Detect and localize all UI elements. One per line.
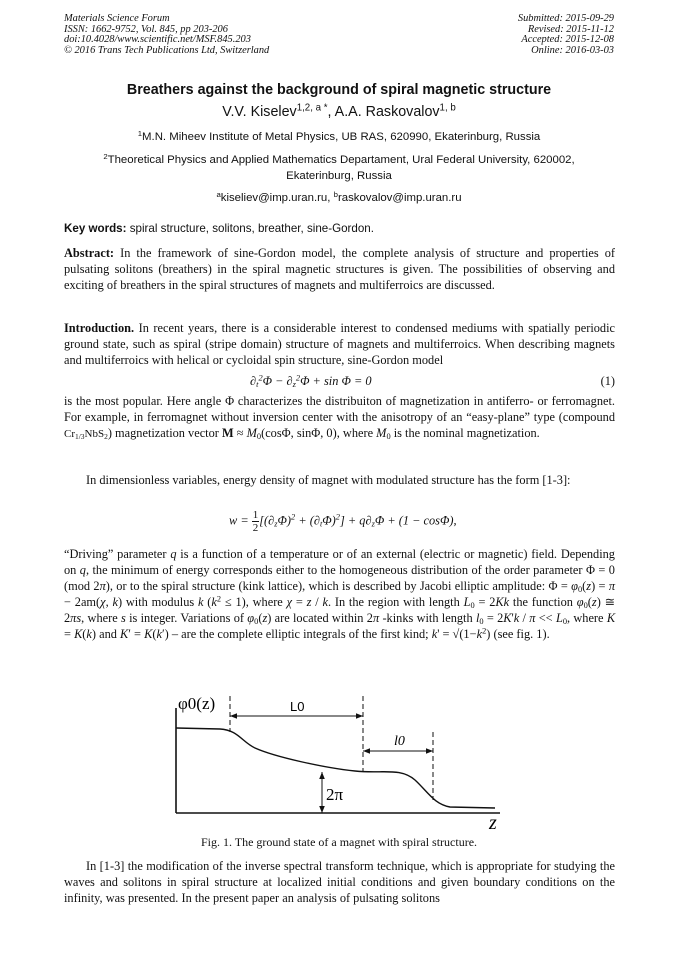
- author-emails: $^a$kiseliev@imp.uran.ru, $^b$raskovalov@imp.uran.ru: [216, 189, 462, 204]
- date-accepted: Accepted: 2015-12-08: [521, 34, 614, 46]
- affiliation-2: $^2$Theoretical Physics and Applied Mathematics Departament, Ural Federal University, 620002, Ekaterinburg, Russia: [103, 151, 575, 182]
- closing-paragraph: In [1-3] the modification of the inverse spectral transform technique, which is appropriate for studying the waves and solitons in spiral structure at localized initial conditions and given boundary conditions on the infinity, was presented. In the present paper an analysis of pulsating solitons: [64, 859, 615, 905]
- journal-info: [64, 14, 269, 56]
- author-2-sup: 1, b: [439, 102, 456, 114]
- journal-copyright: © 2016 Trans Tech Publications Ltd, Switzerland: [64, 44, 270, 56]
- equation-energy-density: [64, 507, 615, 541]
- L0-label: L0: [290, 699, 305, 714]
- date-online: Online: 2016-03-03: [531, 44, 614, 56]
- affiliation-1: $^1$M.N. Miheev Institute of Metal Physics, UB RAS, 620990, Ekaterinburg, Russia: [137, 128, 541, 143]
- sine-gordon-equation: $\partial_t^2\Phi - \partial_z^2\Phi + \sin \Phi = 0$: [250, 373, 372, 390]
- intro-paragraph-1: Introduction. In recent years, there is a considerable interest to condensed mediums with spatially periodic ground state, such as spiral (stripe domain) structure of magnets and multiferroics. When describing magnets and multiferroics with helical or cycloidal spin structure, sine-Gordon model: [64, 321, 616, 367]
- journal-name: Materials Science Forum: [64, 13, 170, 24]
- email-b[interactable]: raskovalov@imp.uran.ru: [337, 192, 462, 204]
- twopi-label: 2π: [326, 785, 344, 804]
- y-axis-label: φ0(z): [178, 694, 216, 713]
- ground-state-figure: [150, 688, 530, 833]
- intro-label: Introduction.: [64, 321, 135, 335]
- abstract-text: In the framework of sine-Gordon model, the complete analysis of structure and properties of pulsating solitons (breathers) in the spiral magnetic structures is given. The possibilities of observing and exciting of breathers in the spiral structures of magnets and multiferroics are discussed.: [64, 246, 616, 292]
- l0-label: l0: [394, 734, 405, 749]
- abstract-label: Abstract:: [64, 246, 115, 260]
- submission-dates: [518, 14, 614, 56]
- keywords: Key words: spiral structure, solitons, breather, sine-Gordon.: [64, 222, 374, 235]
- email-a[interactable]: kiseliev@imp.uran.ru: [220, 192, 328, 204]
- date-revised: Revised: 2015-11-12: [527, 23, 614, 35]
- abstract: [64, 245, 615, 293]
- author-line: V.V. Kiselev$^{1,2, a *}$, A.A. Raskovalov$^{1, b}$: [222, 102, 456, 120]
- paper-title: Breathers against the background of spiral magnetic structure: [126, 82, 552, 98]
- equation-number: (1): [600, 374, 615, 388]
- journal-issn: ISSN: 1662-9752, Vol. 845, pp 203-206: [64, 23, 228, 35]
- journal-doi: doi:10.4028/www.scientific.net/MSF.845.203: [64, 34, 251, 46]
- author-2: A.A. Raskovalov: [334, 104, 440, 120]
- author-1-sup: 1,2, a *: [296, 102, 328, 114]
- figure-caption: Fig. 1. The ground state of a magnet with spiral structure.: [200, 835, 478, 849]
- intro-paragraph-3: In dimensionless variables, energy density of magnet with modulated structure has the form [1-3]:: [86, 473, 571, 487]
- intro-paragraph-4: “Driving” parameter q is a function of a temperature or of an external (electric or magnetic) field. Depending on q, the minimum of energy corresponds either to the homogeneous distribution of the order parameter Φ = 0 (mod 2π), or to the spiral structure (kink lattice), which is described by Jacobi elliptic amplitude: $\Phi = \varphi_0(z) = \pi - 2am(\chi$, k) with modulus k $(k^2 \le 1)$, where χ = z / k. In the region with length $L_0 = 2Kk$ the function $\varphi_0(z)$ ≅ 2πs, where s is integer. Variations of $\varphi_0(z)$ are located within 2π -kinks with length $l_0 = 2K'k / \pi << L_0$, where K = K(k) and K′ = K(k′) – are the complete elliptic integrals of the first kind; $k' = √(1-k^2)$ (see fig. 1).: [64, 547, 616, 641]
- intro-paragraph-2: is the most popular. Here angle Φ characterizes the distribuiton of magnetization in antiferro- or ferromagnet. For example, in ferromagnet without inversion center with the anisotropy of an “easy-plane” type (compound $Cr_{1/3}NbS_2$) magnetization vector $M \approx M_0(\cos\Phi$, sinΦ, 0), where $M_0$ is the nominal magnetization.: [64, 394, 615, 442]
- x-axis-label: z: [489, 812, 497, 833]
- date-submitted: Submitted: 2015-09-29: [517, 13, 614, 24]
- author-1: V.V. Kiselev: [222, 104, 297, 120]
- energy-density-formula: w = $\frac{1}{2}$ $[(\partial_z\Phi)^2 + (\partial_t\Phi)^2] + q\partial_z\Phi + (1 - \cos\Phi)$,: [229, 509, 457, 534]
